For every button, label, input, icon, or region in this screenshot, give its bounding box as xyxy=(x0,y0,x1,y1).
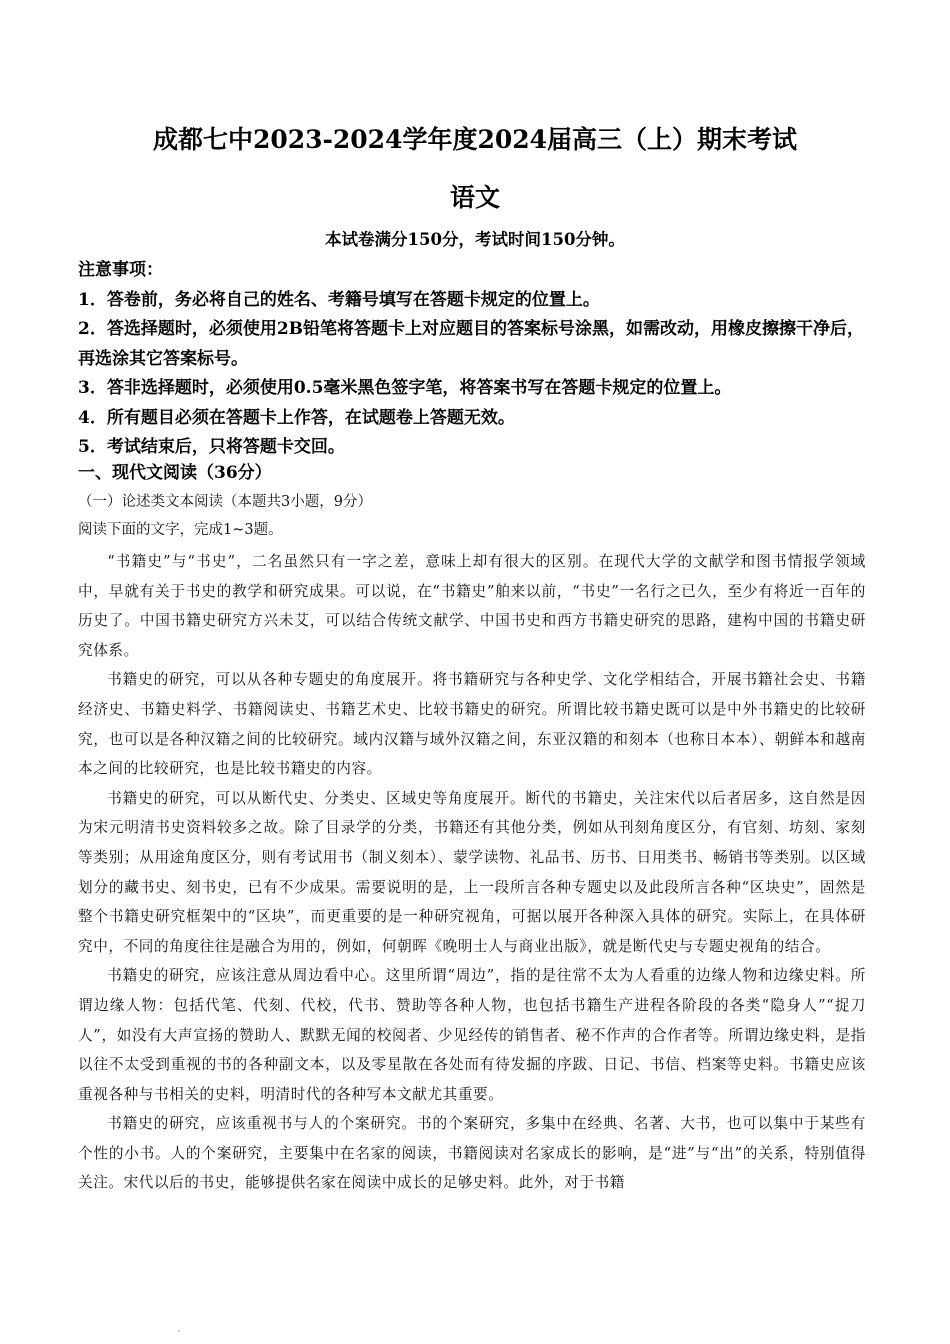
reading-passage xyxy=(78,547,866,1198)
note-item: 4．所有题目必须在答题卡上作答，在试题卷上答题无效。 xyxy=(78,407,515,428)
note-item: 5．考试结束后，只将答题卡交回。 xyxy=(78,437,345,457)
reading-instruction: 阅读下面的文字，完成1~3题。 xyxy=(78,522,283,538)
passage-paragraph: 书籍史的研究，应该注意从周边看中心。这里所谓“周边”，指的是往常不太为人看重的边缘人物和边缘史料。所谓边缘人物：包括代笔、代刻、代校，代书、赞助等各种人物，也包括书籍生产进程各阶段的各类“隐身人”“捉刀人”，如没有大声宣扬的赞助人、默默无闻的校阅者、少见经传的销售者、秘不作声的合作者等。所谓边缘史料，是指以往不太受到重视的书的各种副文本，以及零星散在各处而有待发掘的序跋、日记、书信、档案等史料。书籍史应该重视各种与书相关的史料，明清时代的各种写本文献尤其重要。 xyxy=(78,967,866,1103)
score-time-line: 本试卷满分150分，考试时间150分钟。 xyxy=(325,230,625,249)
exam-title: 成都七中2023-2024学年度2024届高三（上）期末考试 xyxy=(152,125,798,154)
passage-paragraph: 书籍史的研究，可以从各种专题史的角度展开。将书籍研究与各种史学、文化学相结合，开展书籍社会史、书籍经济史、书籍史料学、书籍阅读史、书籍艺术史、比较书籍史的研究。所谓比较书籍史既可以是中外书籍史的比较研究，也可以是各种汉籍之间的比较研究。域内汉籍与域外汉籍之间，东亚汉籍的和刻本（也称日本本）、朝鲜本和越南本之间的比较研究，也是比较书籍史的内容。 xyxy=(78,671,866,778)
note-item: 1．答卷前，务必将自己的姓名、考籍号填写在答题卡规定的位置上。 xyxy=(78,289,600,310)
passage-paragraph: 书籍史的研究，应该重视书与人的个案研究。书的个案研究，多集中在经典、名著、大书，也可以集中于某些有个性的小书。人的个案研究，主要集中在名家的阅读，书籍阅读对名家成长的影响，是“进”与“出”的关系，特别值得关注。宋代以后的书史，能够提供名家在阅读中成长的足够史料。此外，对于书籍 xyxy=(78,1115,866,1192)
passage-paragraph: 书籍史的研究，可以从断代史、分类史、区域史等角度展开。断代的书籍史，关注宋代以后者居多，这自然是因为宋元明清书史资料较多之故。除了目录学的分类，书籍还有其他分类，例如从刊刻角度区分，有官刻、坊刻、家刻等类别；从用途角度区分，则有考试用书（制义刻本）、蒙学读物、礼品书、历书、日用类书、畅销书等类别。以区域划分的藏书史、刻书史，已有不少成果。需要说明的是，上一段所言各种专题史以及此段所言各种“区块史”，固然是整个书籍史研究框架中的“区块”，而更重要的是一种研究视角，可据以展开各种深入具体的研究。实际上，在具体研究中，不同的角度往往是融合为用的，例如，何朝晖《晚明士人与商业出版》，就是断代史与专题史视角的结合。 xyxy=(78,789,866,955)
subsection-title: （一）论述类文本阅读（本题共3小题，9分） xyxy=(78,494,372,510)
passage-paragraph: “书籍史”与“书史”，二名虽然只有一字之差，意味上却有很大的区别。在现代大学的文献学和图书情报学领域中，早就有关于书史的教学和研究成果。可以说，在“书籍史”舶来以前，“书史”一名行之已久，至少有将近一百年的历史了。中国书籍史研究方兴未艾，可以结合传统文献学、中国书史和西方书籍史研究的思路，建构中国的书籍史研究体系。 xyxy=(78,553,866,659)
subject-title: 语文 xyxy=(449,183,500,212)
section-title: 一、现代文阅读（36分） xyxy=(78,463,272,483)
notes-heading: 注意事项： xyxy=(78,260,163,280)
footer-dot xyxy=(178,1330,180,1332)
note-item: 2．答选择题时，必须使用2B铅笔将答题卡上对应题目的答案标号涂黑，如需改动，用橡皮擦擦干净后，再选涂其它答案标号。 xyxy=(78,319,865,369)
notes-block xyxy=(78,256,878,463)
note-item: 3．答非选择题时，必须使用0.5毫米黑色签字笔，将答案书写在答题卡规定的位置上。 xyxy=(78,378,732,398)
